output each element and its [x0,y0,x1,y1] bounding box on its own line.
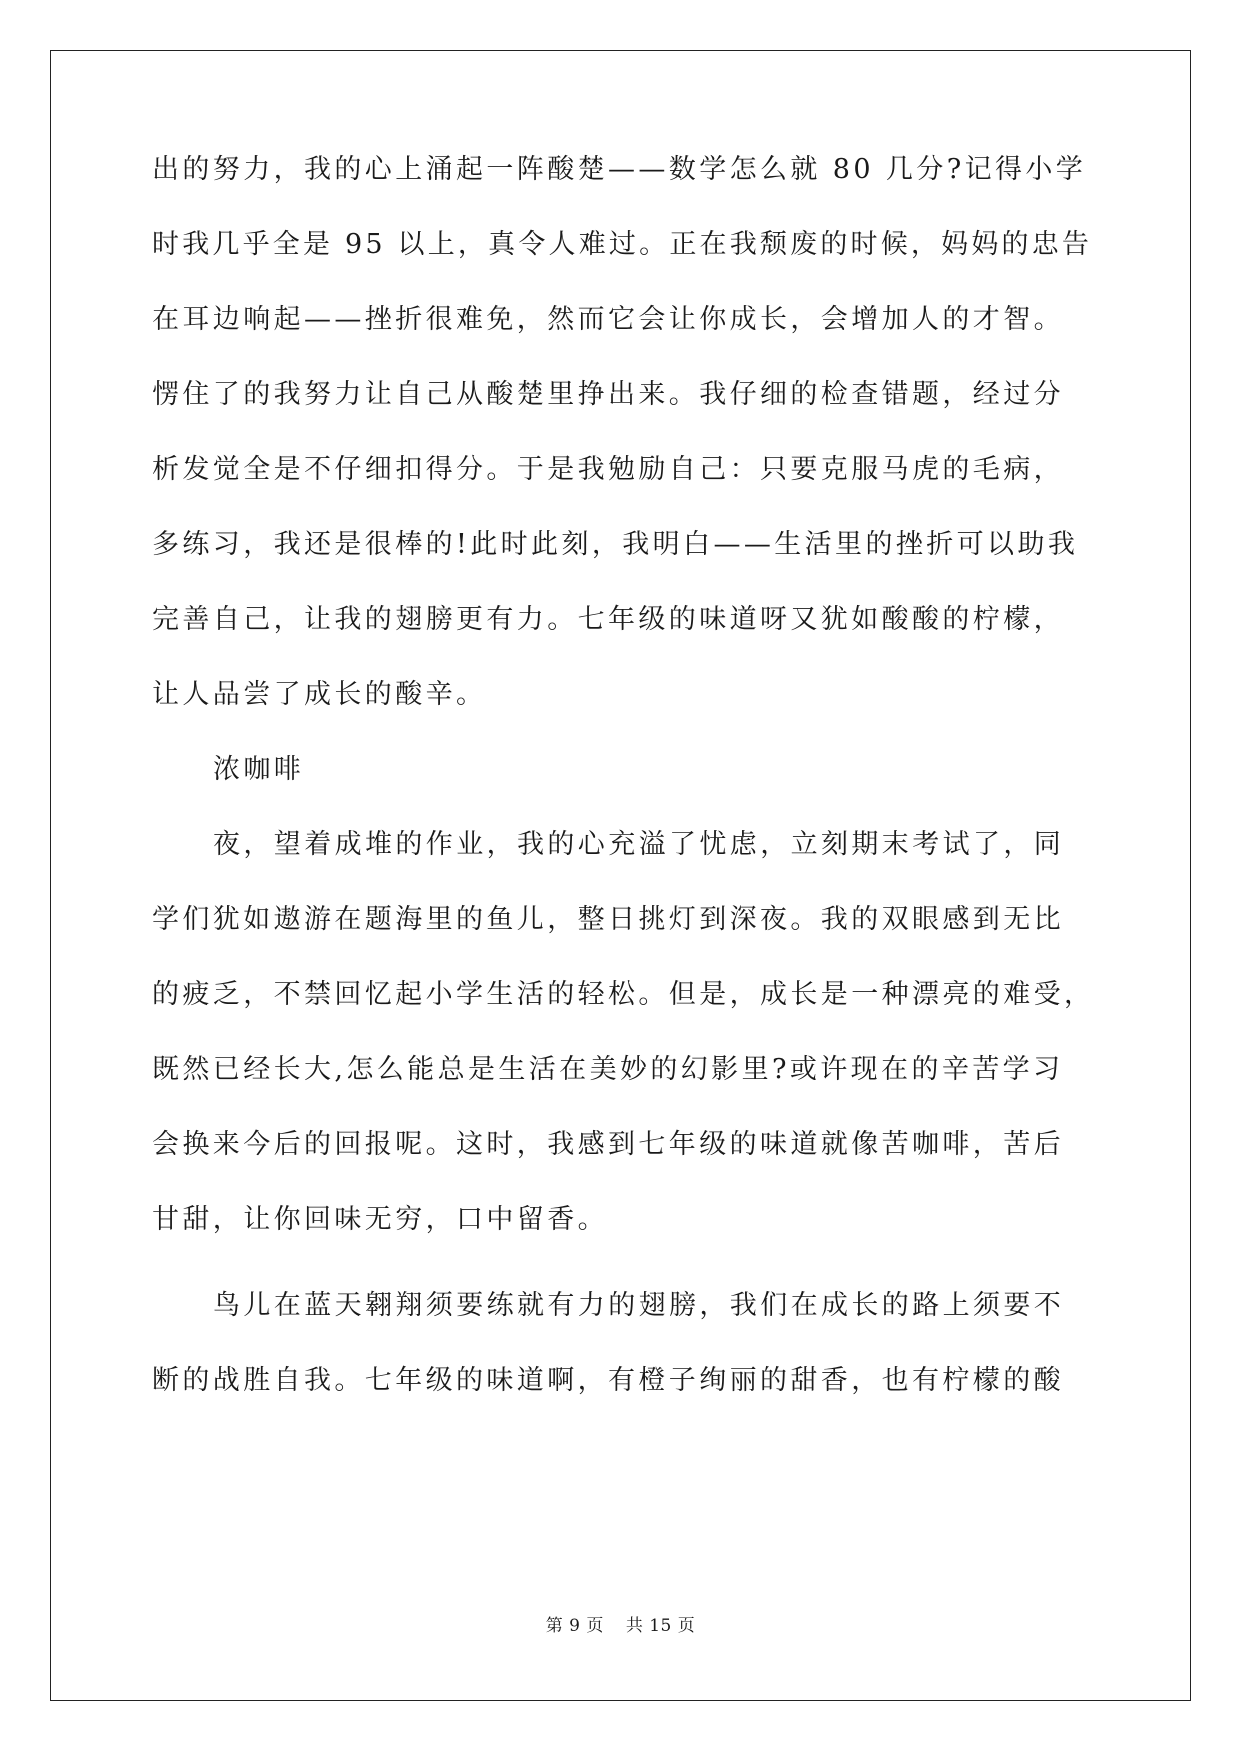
text-line: 出的努力，我的心上涌起一阵酸楚——数学怎么就 80 几分?记得小学 [152,154,1087,185]
text-line: 既然已经长大,怎么能总是生活在美妙的幻影里?或许现在的辛苦学习 [152,1054,1064,1085]
text-line: 夜，望着成堆的作业，我的心充溢了忧虑，立刻期末考试了，同 [213,829,1065,860]
text-line: 在耳边响起——挫折很难免，然而它会让你成长，会增加人的才智。 [152,304,1064,335]
text-line: 愣住了的我努力让自己从酸楚里挣出来。我仔细的检查错题，经过分 [152,379,1064,410]
page-border [50,50,1191,1701]
page-number: 第 9 页 [545,1616,604,1636]
text-line: 甘甜，让你回味无穷，口中留香。 [152,1204,608,1235]
page-footer [0,1611,1241,1636]
text-line: 让人品尝了成长的酸辛。 [152,679,487,710]
text-line: 的疲乏，不禁回忆起小学生活的轻松。但是，成长是一种漂亮的难受， [152,979,1095,1010]
text-line: 析发觉全是不仔细扣得分。于是我勉励自己：只要克服马虎的毛病， [152,454,1064,485]
text-line: 多练习，我还是很棒的!此时此刻，我明白——生活里的挫折可以助我 [152,529,1079,560]
page-total: 共 15 页 [625,1616,696,1636]
text-line: 完善自己，让我的翅膀更有力。七年级的味道呀又犹如酸酸的柠檬， [152,604,1064,635]
section-heading: 浓咖啡 [213,754,305,785]
text-line: 鸟儿在蓝天翱翔须要练就有力的翅膀，我们在成长的路上须要不 [213,1290,1065,1321]
text-line: 学们犹如遨游在题海里的鱼儿，整日挑灯到深夜。我的双眼感到无比 [152,904,1064,935]
text-line: 时我几乎全是 95 以上，真令人难过。正在我颓废的时候，妈妈的忠告 [152,229,1093,260]
text-line: 会换来今后的回报呢。这时，我感到七年级的味道就像苦咖啡，苦后 [152,1129,1064,1160]
text-line: 断的战胜自我。七年级的味道啊，有橙子绚丽的甜香，也有柠檬的酸 [152,1365,1064,1396]
